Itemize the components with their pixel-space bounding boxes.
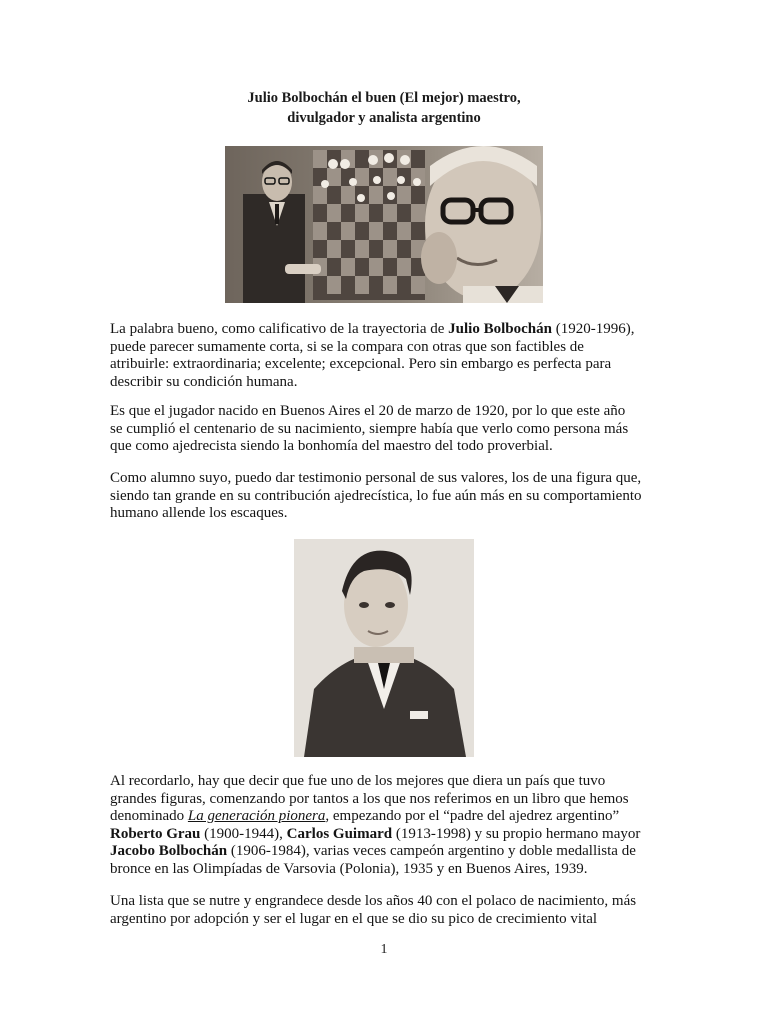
p4-line-1: Al recordarlo, hay que decir que fue uno de los mejores que diera un país que tuvo [110,773,606,789]
paragraph-2 [110,403,670,456]
page-number: 1 [380,942,388,957]
p5-line-1: Una lista que se nutre y engrandece desde los años 40 con el polaco de nacimiento, más [110,893,637,909]
p2-line-3: que como ajedrecista siendo la bonhomía del maestro del todo proverbial. [110,438,553,455]
name-jacobo-bolbochan: Jacobo Bolbochán [110,843,228,860]
chess-masters-illustration [225,146,543,303]
portrait-illustration [294,539,474,757]
p1-line-4: describir su condición humana. [110,373,298,390]
portrait-photo [294,539,474,757]
p1-text-a: La palabra bueno, como calificativo de la trayectoria de [110,321,449,337]
book-title-link[interactable]: La generación pionera [187,808,326,825]
chess-masters-photo [225,146,543,303]
title-line-2: divulgador y analista argentino [287,110,481,126]
p4-text-l4d: (1913-1998) y su propio hermano mayor [392,825,641,842]
p1-name-julio: Julio Bolbochán [448,321,552,337]
paragraph-1 [110,321,670,391]
p2-line-1: Es que el jugador nacido en Buenos Aires el 20 de marzo de 1920, por lo que este año [110,403,626,419]
document-title [0,88,768,128]
p5-line-2: argentino por adopción y ser el lugar en el que se dio su pico de crecimiento vital [110,910,598,927]
p1-line-2: puede parecer sumamente corta, si se la compara con otras que son factibles de [110,338,584,355]
paragraph-3 [110,470,670,523]
p4-line-6: bronce en las Olimpíadas de Varsovia (Polonia), 1935 y en Buenos Aires, 1939. [110,860,588,877]
p4-text-l4b: (1900-1944), [200,825,287,842]
p3-line-3: humano allende los escaques. [110,505,288,522]
p3-line-2: siendo tan grande en su contribución ajedrecística, lo fue aún más en su comportamiento [110,487,642,504]
p2-line-2: se cumplió el centenario de su nacimiento, siempre había que verlo como persona más [110,420,629,437]
p4-text-c: , empezando por el “padre del ajedrez argentino” [325,808,620,825]
name-roberto-grau: Roberto Grau [110,825,201,842]
paragraph-4 [110,773,670,879]
p1-line-3: atribuirle: extraordinaria; excelente; excepcional. Pero sin embargo es perfecta para [110,356,612,373]
title-line-1: Julio Bolbochán el buen (El mejor) maestro, [247,90,521,106]
p4-text-l5b: (1906-1984), varias veces campeón argentino y doble medallista de [227,843,636,860]
p4-line-2: grandes figuras, comenzando por tantos a los que nos referimos en un libro que hemos [110,790,629,807]
p1-text-c: (1920-1996), [551,321,635,337]
name-carlos-guimard: Carlos Guimard [286,825,393,842]
p4-text-a: denominado [110,808,188,825]
p3-line-1: Como alumno suyo, puedo dar testimonio personal de sus valores, los de una figura que, [110,470,642,486]
paragraph-5 [110,893,670,928]
